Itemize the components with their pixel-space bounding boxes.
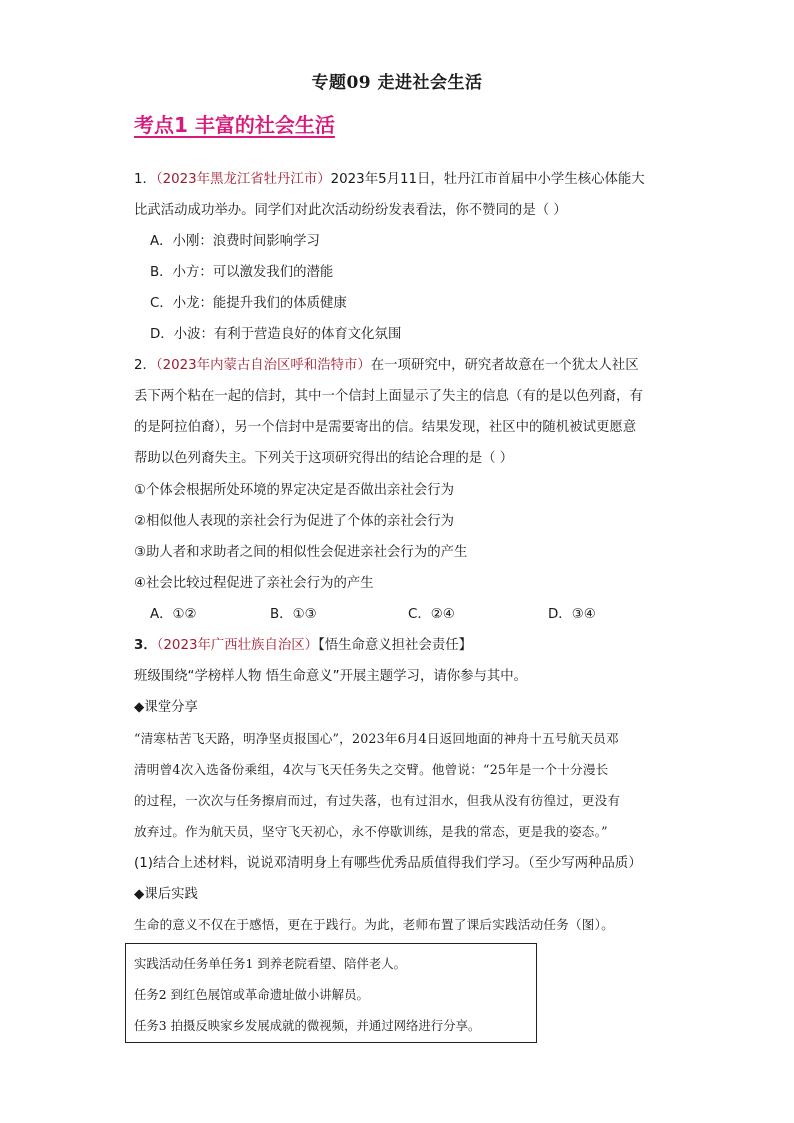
q1-stem-line2: 比武活动成功举办。同学们对此次活动纷纷发表看法，你不赞同的是（ ） [134,203,567,218]
q3-material-line2: 清明曾4次入选备份乘组，4次与飞天任务失之交臂。他曾说：“25年是一个十分漫长 [134,762,609,777]
q3-material-line4: 放弃过。作为航天员，坚守飞天初心，永不停歇训练，是我的常态，更是我的姿态。” [134,824,608,839]
task-list-box [125,943,537,1043]
q3-section-practice: ◆课后实践 [134,887,198,902]
q3-intro: 班级围绕“学榜样人物 悟生命意义”开展主题学习，请你参与其中。 [134,669,528,684]
task-line-2: 任务2 到红色展馆或革命遗址做小讲解员。 [134,987,369,1002]
q1-option-a: A．小刚：浪费时间影响学习 [150,234,320,249]
q2-option-c: C．②④ [408,607,455,622]
q1-option-b: B．小方：可以激发我们的潜能 [150,265,334,280]
q1-option-c: C．小龙：能提升我们的体质健康 [150,296,347,311]
q2-stem-text: 在一项研究中，研究者故意在一个犹太人社区 [370,358,639,373]
q1-option-d: D．小波：有利于营造良好的体育文化氛围 [150,327,402,342]
q1-stem-text: 2023年5月11日，牡丹江市首届中小学生核心体能大 [330,172,645,187]
q2-stem-line2: 丢下两个粘在一起的信封，其中一个信封上面显示了失主的信息（有的是以色列裔，有 [134,389,643,404]
q3-topic: 【悟生命意义担社会责任】 [318,638,473,653]
q3-material-line3: 的过程，一次次与任务擦肩而过，有过失落，也有过泪水，但我从没有彷徨过，更没有 [134,793,621,808]
q3-number: 3． [134,638,157,653]
task-line-1: 实践活动任务单任务1 到养老院看望、陪伴老人。 [134,956,407,971]
q2-stem-line1 [134,354,639,373]
q2-statement-2: ②相似他人表现的亲社会行为促进了个体的亲社会行为 [134,514,454,529]
q2-option-d: D．③④ [548,607,596,622]
q3-practice-intro: 生命的意义不仅在于感悟，更在于践行。为此，老师布置了课后实践活动任务（图）。 [134,917,614,932]
q2-number: 2． [134,358,156,373]
q2-statement-1: ①个体会根据所处环境的界定决定是否做出亲社会行为 [134,483,454,498]
kaodian-heading: 考点1 丰富的社会生活 [134,113,335,137]
task-line-3: 任务3 拍摄反映家乡发展成就的微视频，并通过网络进行分享。 [134,1018,481,1033]
q2-stem-line3: 的是阿拉伯裔），另一个信封中是需要寄出的信。结果发现，社区中的随机被试更愿意 [134,420,637,435]
q1-number: 1． [134,172,156,187]
q3-source: （2023年广西壮族自治区） [156,638,319,653]
q3-stem-line1 [134,634,472,653]
q2-statement-3: ③助人者和求助者之间的相似性会促进亲社会行为的产生 [134,545,468,560]
q2-options [150,603,750,623]
q1-source: （2023年黑龙江省牡丹江市） [155,172,331,187]
q1-stem-line1 [134,168,645,187]
q2-statement-4: ④社会比较过程促进了亲社会行为的产生 [134,576,374,591]
q2-stem-line4: 帮助以色列裔失主。下列关于这项研究得出的结论合理的是（ ） [134,451,514,466]
q2-option-b: B．①③ [270,607,317,622]
q2-source: （2023年内蒙古自治区呼和浩特市） [155,358,371,373]
q3-sub-question-1: (1)结合上述材料，说说邓清明身上有哪些优秀品质值得我们学习。（至少写两种品质） [134,856,642,871]
q2-option-a: A．①② [150,607,197,622]
page-title: 专题09 走进社会生活 [311,73,483,93]
q3-section-classroom: ◆课堂分享 [134,700,198,715]
q3-material-line1: “清寒枯苦飞天路，明净坚贞报国心”，2023年6月4日返回地面的神舟十五号航天员邓 [134,731,619,746]
